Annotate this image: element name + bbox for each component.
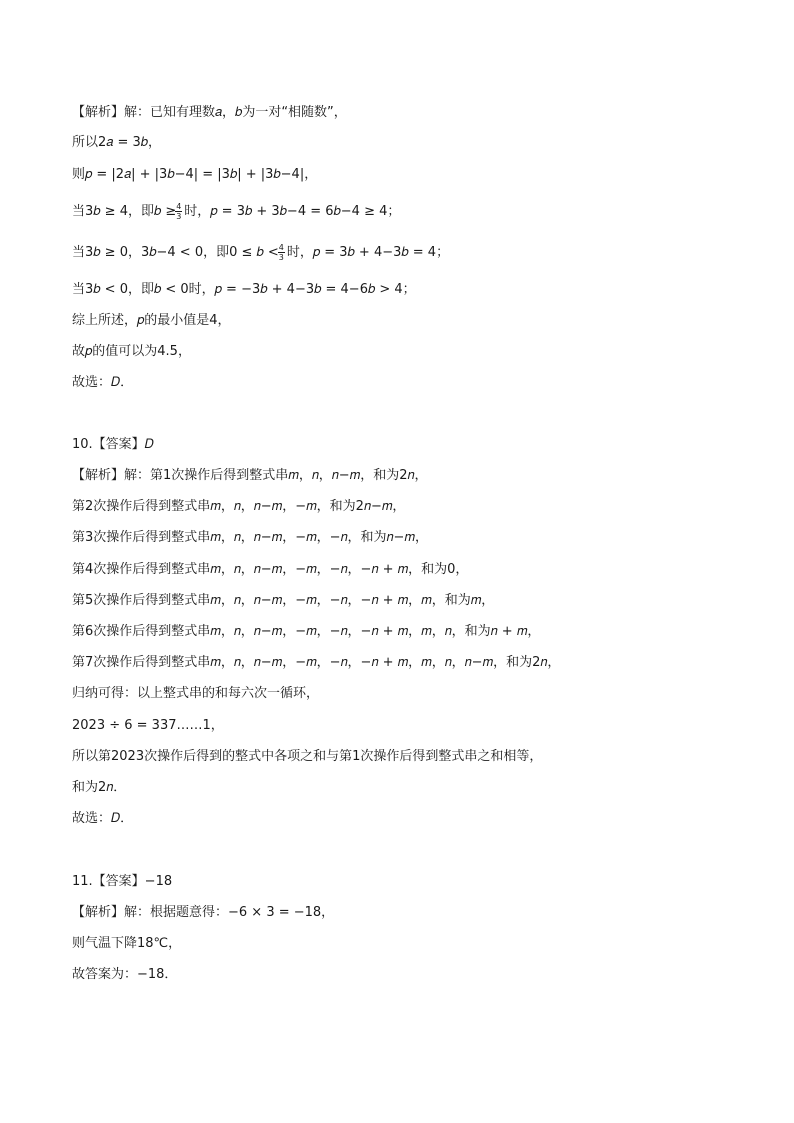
question-10-line-12: 故选：𝐷．	[72, 811, 134, 826]
fraction-denominator: 3	[176, 212, 182, 221]
question-11-line-3: 故答案为：−18．	[72, 967, 178, 982]
question-10-line-10: 所以第2023次操作后得到的整式中各项之和与第1次操作后得到整式串之和相等，	[72, 749, 543, 764]
analysis-9-line-4-part-a: 当3𝑏 ≥ 4，即𝑏 ≥	[72, 204, 177, 219]
question-10-line-2: 第2次操作后得到整式串𝑚，𝑛，𝑛−𝑚，−𝑚，和为2𝑛−𝑚，	[72, 499, 406, 514]
fraction-denominator: 3	[278, 253, 284, 262]
question-11-line-2: 则气温下降18℃，	[72, 936, 182, 951]
analysis-9-line-3: 则𝑝 = |2𝑎| + |3𝑏−4| = |3𝑏| + |3𝑏−4|，	[72, 167, 318, 182]
fraction-numerator: 4	[176, 202, 182, 211]
question-10-line-5: 第5次操作后得到整式串𝑚，𝑛，𝑛−𝑚，−𝑚，−𝑛，−𝑛 + 𝑚，𝑚，和为𝑚，	[72, 593, 495, 608]
question-11-line-1: 【解析】解：根据题意得：−6 × 3 = −18，	[72, 905, 335, 920]
analysis-9-line-2: 所以2𝑎 = 3𝑏，	[72, 135, 162, 150]
analysis-9-line-9: 故选：𝐷．	[72, 375, 134, 390]
analysis-9-line-4-part-b: 时，𝑝 = 3𝑏 + 3𝑏−4 = 6𝑏−4 ≥ 4；	[184, 204, 401, 219]
question-10-line-9: 2023 ÷ 6 = 337……1，	[72, 718, 224, 733]
analysis-9-line-8: 故𝑝的值可以为4.5，	[72, 344, 191, 359]
question-10-line-7: 第7次操作后得到整式串𝑚，𝑛，𝑛−𝑚，−𝑚，−𝑛，−𝑛 + 𝑚，𝑚，𝑛，𝑛−𝑚，和为2𝑛，	[72, 655, 561, 670]
fraction-numerator: 4	[278, 243, 284, 252]
analysis-9-line-7: 综上所述，𝑝的最小值是4，	[72, 313, 231, 328]
analysis-9-line-5-part-a: 当3𝑏 ≥ 0，3𝑏−4 < 0，即0 ≤ 𝑏 <	[72, 245, 279, 260]
question-10-line-6: 第6次操作后得到整式串𝑚，𝑛，𝑛−𝑚，−𝑚，−𝑛，−𝑛 + 𝑚，𝑚，𝑛，和为𝑛 + 𝑚，	[72, 624, 541, 639]
question-10-line-8: 归纳可得：以上整式串的和每六次一循环，	[72, 686, 320, 701]
question-10-line-11: 和为2𝑛．	[72, 780, 127, 795]
analysis-9-line-1: 【解析】解：已知有理数𝑎，𝑏为一对“相随数”，	[72, 105, 347, 120]
question-10-line-1: 【解析】解：第1次操作后得到整式串𝑚，𝑛，𝑛−𝑚，和为2𝑛，	[72, 468, 428, 483]
fraction-four-thirds	[175, 202, 182, 221]
analysis-9-line-4	[72, 203, 400, 221]
question-10-line-3: 第3次操作后得到整式串𝑚，𝑛，𝑛−𝑚，−𝑚，−𝑛，和为𝑛−𝑚，	[72, 530, 428, 545]
fraction-four-thirds	[278, 243, 285, 262]
question-11-answer-header: 11.【答案】−18	[72, 874, 173, 889]
analysis-9-line-5	[72, 244, 449, 262]
analysis-9-line-6: 当3𝑏 < 0，即𝑏 < 0时，𝑝 = −3𝑏 + 4−3𝑏 = 4−6𝑏 > 4；	[72, 282, 416, 297]
question-10-line-4: 第4次操作后得到整式串𝑚，𝑛，𝑛−𝑚，−𝑚，−𝑛，−𝑛 + 𝑚，和为0，	[72, 562, 469, 577]
question-10-answer-header: 10.【答案】𝐷	[72, 437, 154, 452]
analysis-9-line-5-part-b: 时，𝑝 = 3𝑏 + 4−3𝑏 = 4；	[286, 245, 450, 260]
